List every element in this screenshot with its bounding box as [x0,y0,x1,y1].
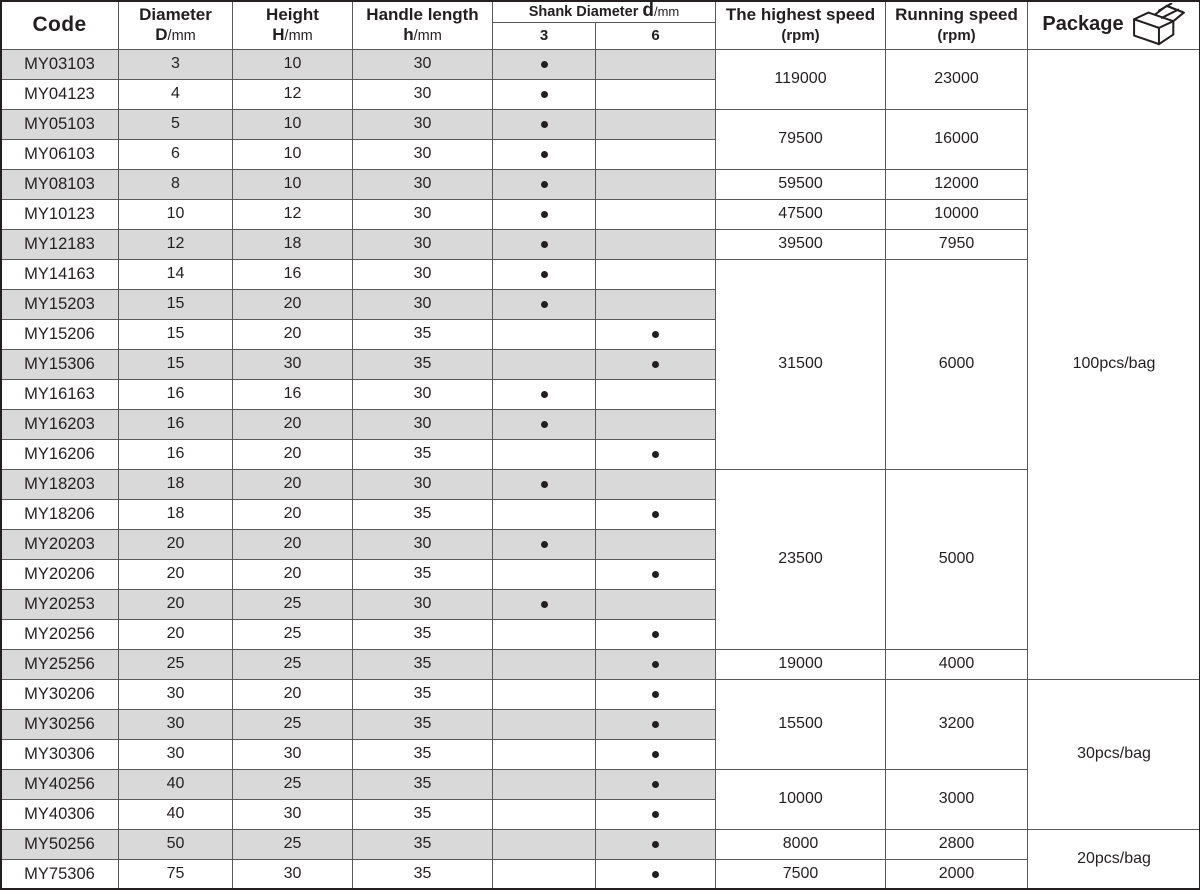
cell-handle-length: 30 [353,229,493,259]
cell-diameter: 18 [119,469,233,499]
cell-highest-speed: 31500 [716,259,886,469]
cell-code: MY16163 [1,379,119,409]
shank-dot-marker [541,421,548,428]
cell-shank-3 [493,799,596,829]
cell-shank-6 [596,469,716,499]
cell-diameter: 18 [119,499,233,529]
cell-shank-3 [493,79,596,109]
shank-dot-marker [541,271,548,278]
cell-handle-length: 30 [353,289,493,319]
handle-length-symbol: h [403,25,413,44]
cell-height: 16 [233,259,353,289]
table-row [1,109,1200,139]
cell-shank-3 [493,859,596,889]
cell-height: 10 [233,169,353,199]
cell-diameter: 10 [119,199,233,229]
table-row [1,169,1200,199]
column-header-package [1028,1,1200,50]
cell-highest-speed: 59500 [716,169,886,199]
cell-handle-length: 30 [353,529,493,559]
cell-code: MY75306 [1,859,119,889]
cell-diameter: 8 [119,169,233,199]
cell-shank-6 [596,829,716,859]
shank-dot-marker [541,481,548,488]
cell-height: 18 [233,229,353,259]
cell-diameter: 3 [119,49,233,79]
handle-length-unit: /mm [414,28,442,44]
cell-shank-3 [493,439,596,469]
package-label: Package [1042,13,1123,37]
cell-handle-length: 35 [353,709,493,739]
shank-dot-marker [652,331,659,338]
cell-shank-6 [596,679,716,709]
cell-shank-3 [493,589,596,619]
running-speed-label: Running speed [895,5,1018,24]
cell-handle-length: 35 [353,559,493,589]
cell-diameter: 15 [119,319,233,349]
cell-handle-length: 35 [353,499,493,529]
table-row [1,649,1200,679]
column-header-shank-6: 6 [596,22,716,49]
shank-dot-marker [652,511,659,518]
cell-shank-6 [596,169,716,199]
cell-handle-length: 30 [353,109,493,139]
cell-running-speed: 12000 [886,169,1028,199]
column-header-shank-diameter [493,1,716,23]
cell-height: 10 [233,139,353,169]
cell-shank-6 [596,859,716,889]
cell-shank-3 [493,499,596,529]
cell-running-speed: 5000 [886,469,1028,649]
cell-shank-6 [596,499,716,529]
cell-package: 20pcs/bag [1028,829,1200,889]
cell-height: 20 [233,529,353,559]
cell-shank-3 [493,649,596,679]
cell-running-speed: 7950 [886,229,1028,259]
shank-dot-marker [541,151,548,158]
cell-code: MY04123 [1,79,119,109]
cell-shank-3 [493,559,596,589]
table-header [1,1,1200,50]
cell-shank-6 [596,199,716,229]
cell-shank-6 [596,49,716,79]
cell-shank-3 [493,139,596,169]
diameter-unit: /mm [168,28,196,44]
cell-height: 12 [233,199,353,229]
cell-shank-3 [493,739,596,769]
cell-code: MY08103 [1,169,119,199]
cell-shank-3 [493,769,596,799]
cell-code: MY20206 [1,559,119,589]
cell-highest-speed: 79500 [716,109,886,169]
cell-handle-length: 30 [353,139,493,169]
cell-handle-length: 35 [353,619,493,649]
cell-highest-speed: 119000 [716,49,886,109]
column-header-code: Code [1,1,119,50]
cell-handle-length: 35 [353,649,493,679]
cell-diameter: 6 [119,139,233,169]
diameter-symbol: D [155,25,167,44]
shank-dot-marker [541,241,548,248]
table-row [1,859,1200,889]
cell-height: 25 [233,589,353,619]
cell-shank-6 [596,379,716,409]
cell-handle-length: 35 [353,319,493,349]
cell-handle-length: 35 [353,739,493,769]
highest-speed-label: The highest speed [726,5,875,24]
table-row [1,49,1200,79]
cell-diameter: 30 [119,709,233,739]
cell-height: 10 [233,49,353,79]
height-unit: /mm [285,28,313,44]
cell-shank-6 [596,769,716,799]
cell-height: 30 [233,739,353,769]
cell-height: 25 [233,769,353,799]
cell-handle-length: 30 [353,379,493,409]
shank-dot-marker [541,391,548,398]
cell-diameter: 50 [119,829,233,859]
cell-code: MY18203 [1,469,119,499]
cell-height: 16 [233,379,353,409]
column-header-shank-3: 3 [493,22,596,49]
cell-diameter: 5 [119,109,233,139]
cell-code: MY40306 [1,799,119,829]
shank-dot-marker [541,91,548,98]
cell-shank-6 [596,709,716,739]
cell-height: 10 [233,109,353,139]
cell-code: MY20203 [1,529,119,559]
cell-diameter: 20 [119,619,233,649]
shank-dot-marker [541,211,548,218]
cell-code: MY16206 [1,439,119,469]
cell-height: 20 [233,499,353,529]
cell-diameter: 75 [119,859,233,889]
cell-code: MY10123 [1,199,119,229]
shank-dot-marker [541,601,548,608]
cell-code: MY20253 [1,589,119,619]
cell-handle-length: 30 [353,259,493,289]
cell-handle-length: 30 [353,199,493,229]
cell-code: MY03103 [1,49,119,79]
cell-running-speed: 10000 [886,199,1028,229]
table-row [1,829,1200,859]
cell-height: 25 [233,709,353,739]
cell-height: 25 [233,619,353,649]
cell-shank-3 [493,199,596,229]
column-header-diameter [119,1,233,50]
table-row [1,769,1200,799]
shank-dot-marker [541,121,548,128]
cell-handle-length: 30 [353,169,493,199]
shank-dot-marker [652,811,659,818]
cell-diameter: 40 [119,799,233,829]
cell-handle-length: 35 [353,349,493,379]
open-box-icon [1130,3,1186,47]
cell-running-speed: 2800 [886,829,1028,859]
column-header-highest-speed [716,1,886,50]
cell-diameter: 25 [119,649,233,679]
highest-speed-unit: (rpm) [716,27,885,45]
cell-handle-length: 30 [353,589,493,619]
cell-running-speed: 3200 [886,679,1028,769]
cell-shank-6 [596,559,716,589]
cell-shank-3 [493,109,596,139]
cell-shank-6 [596,349,716,379]
cell-handle-length: 35 [353,799,493,829]
cell-shank-6 [596,409,716,439]
shank-dot-marker [652,871,659,878]
table-row [1,199,1200,229]
cell-code: MY06103 [1,139,119,169]
cell-shank-3 [493,229,596,259]
cell-diameter: 30 [119,739,233,769]
cell-code: MY15203 [1,289,119,319]
cell-code: MY12183 [1,229,119,259]
cell-diameter: 30 [119,679,233,709]
cell-highest-speed: 8000 [716,829,886,859]
cell-shank-6 [596,259,716,289]
cell-diameter: 20 [119,589,233,619]
cell-code: MY40256 [1,769,119,799]
cell-shank-6 [596,589,716,619]
cell-handle-length: 30 [353,79,493,109]
cell-shank-6 [596,439,716,469]
cell-handle-length: 35 [353,439,493,469]
cell-diameter: 12 [119,229,233,259]
shank-dot-marker [652,781,659,788]
cell-running-speed: 2000 [886,859,1028,889]
shank-dot-marker [652,571,659,578]
cell-height: 20 [233,679,353,709]
cell-code: MY15306 [1,349,119,379]
cell-height: 20 [233,439,353,469]
shank-title: Shank Diameter [529,4,639,20]
shank-dot-marker [652,751,659,758]
cell-shank-3 [493,379,596,409]
cell-diameter: 15 [119,349,233,379]
cell-height: 30 [233,349,353,379]
cell-handle-length: 35 [353,829,493,859]
cell-shank-3 [493,409,596,439]
cell-handle-length: 35 [353,769,493,799]
cell-code: MY18206 [1,499,119,529]
cell-diameter: 16 [119,379,233,409]
cell-highest-speed: 15500 [716,679,886,769]
cell-shank-6 [596,289,716,319]
cell-shank-6 [596,229,716,259]
cell-height: 20 [233,559,353,589]
cell-diameter: 20 [119,559,233,589]
diameter-label: Diameter [139,5,212,24]
cell-height: 12 [233,79,353,109]
shank-dot-marker [541,541,548,548]
cell-package: 30pcs/bag [1028,679,1200,829]
cell-highest-speed: 39500 [716,229,886,259]
cell-handle-length: 30 [353,49,493,79]
cell-code: MY25256 [1,649,119,679]
shank-dot-marker [652,631,659,638]
cell-running-speed: 23000 [886,49,1028,109]
cell-shank-6 [596,619,716,649]
cell-shank-3 [493,679,596,709]
cell-height: 20 [233,289,353,319]
cell-shank-6 [596,799,716,829]
cell-shank-6 [596,139,716,169]
cell-height: 25 [233,829,353,859]
cell-diameter: 14 [119,259,233,289]
cell-highest-speed: 23500 [716,469,886,649]
cell-shank-3 [493,709,596,739]
cell-code: MY20256 [1,619,119,649]
cell-height: 30 [233,799,353,829]
cell-height: 30 [233,859,353,889]
cell-height: 20 [233,319,353,349]
cell-shank-3 [493,319,596,349]
cell-handle-length: 35 [353,859,493,889]
cell-package: 100pcs/bag [1028,49,1200,679]
shank-dot-marker [652,661,659,668]
table-row [1,259,1200,289]
cell-code: MY15206 [1,319,119,349]
column-header-handle-length [353,1,493,50]
shank-dot-marker [652,361,659,368]
cell-handle-length: 30 [353,409,493,439]
cell-shank-3 [493,49,596,79]
cell-shank-6 [596,109,716,139]
cell-shank-3 [493,529,596,559]
running-speed-unit: (rpm) [886,27,1027,45]
cell-shank-6 [596,319,716,349]
cell-diameter: 20 [119,529,233,559]
cell-shank-3 [493,619,596,649]
cell-diameter: 16 [119,409,233,439]
cell-height: 25 [233,649,353,679]
cell-height: 20 [233,409,353,439]
shank-dot-marker [652,841,659,848]
column-header-running-speed [886,1,1028,50]
cell-code: MY50256 [1,829,119,859]
shank-dot-marker [652,451,659,458]
cell-running-speed: 6000 [886,259,1028,469]
cell-highest-speed: 19000 [716,649,886,679]
height-symbol: H [272,25,284,44]
cell-code: MY16203 [1,409,119,439]
cell-shank-6 [596,79,716,109]
cell-code: MY05103 [1,109,119,139]
table-row [1,679,1200,709]
cell-running-speed: 4000 [886,649,1028,679]
cell-code: MY30306 [1,739,119,769]
cell-shank-3 [493,259,596,289]
cell-highest-speed: 7500 [716,859,886,889]
cell-shank-6 [596,529,716,559]
table-body [1,49,1200,889]
shank-dot-marker [541,301,548,308]
cell-shank-3 [493,469,596,499]
cell-running-speed: 3000 [886,769,1028,829]
cell-shank-3 [493,349,596,379]
shank-dot-marker [652,721,659,728]
cell-running-speed: 16000 [886,109,1028,169]
cell-diameter: 4 [119,79,233,109]
shank-unit: /mm [654,4,679,19]
shank-dot-marker [541,61,548,68]
table-row [1,229,1200,259]
cell-shank-3 [493,169,596,199]
cell-diameter: 40 [119,769,233,799]
cell-diameter: 15 [119,289,233,319]
cell-diameter: 16 [119,439,233,469]
cell-handle-length: 35 [353,679,493,709]
cell-code: MY30206 [1,679,119,709]
cell-shank-6 [596,739,716,769]
table-row [1,469,1200,499]
cell-code: MY14163 [1,259,119,289]
column-header-height [233,1,353,50]
height-label: Height [266,5,319,24]
cell-highest-speed: 10000 [716,769,886,829]
handle-length-label: Handle length [366,5,478,24]
cell-code: MY30256 [1,709,119,739]
cell-height: 20 [233,469,353,499]
shank-dot-marker [652,691,659,698]
cell-handle-length: 30 [353,469,493,499]
cell-shank-3 [493,829,596,859]
shank-symbol: d [642,1,654,22]
cell-shank-3 [493,289,596,319]
cell-highest-speed: 47500 [716,199,886,229]
shank-dot-marker [541,181,548,188]
cell-shank-6 [596,649,716,679]
